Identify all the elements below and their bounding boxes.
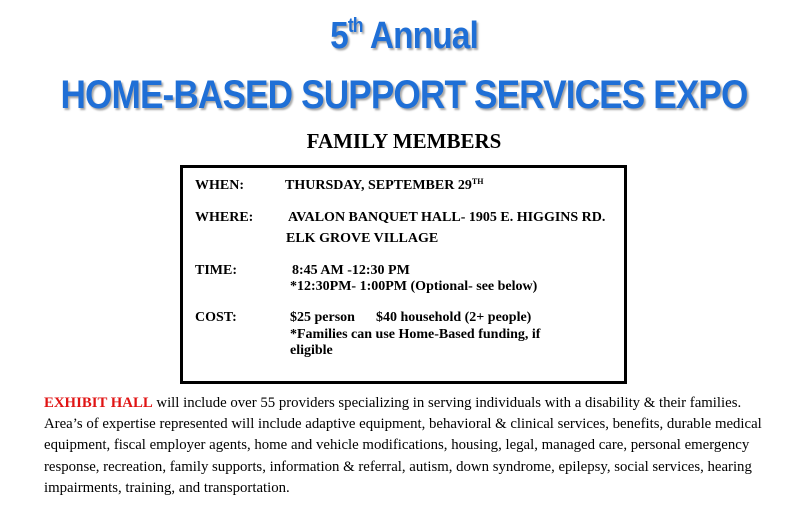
edition-number: 5 xyxy=(330,15,348,57)
where-line-1: AVALON BANQUET HALL- 1905 E. HIGGINS RD. xyxy=(288,210,606,225)
when-label: WHEN: xyxy=(195,178,244,193)
time-line-2: *12:30PM- 1:00PM (Optional- see below) xyxy=(290,279,538,294)
cost-line-2: *Families can use Home-Based funding, if xyxy=(290,327,541,342)
edition-suffix: th xyxy=(347,15,363,37)
exhibit-hall-paragraph xyxy=(44,393,774,499)
event-details-box xyxy=(180,165,627,384)
cost-line-1: $25 person $40 household (2+ people) xyxy=(290,310,532,325)
when-value xyxy=(285,177,483,194)
edition-word: Annual xyxy=(369,15,478,57)
audience-heading: FAMILY MEMBERS xyxy=(306,129,502,153)
where-label: WHERE: xyxy=(195,210,254,225)
exhibit-hall-highlight: EXHIBIT HALL xyxy=(44,395,153,411)
where-line-2: ELK GROVE VILLAGE xyxy=(286,231,439,246)
when-date-suffix: TH xyxy=(471,177,484,186)
edition-heading xyxy=(48,14,759,58)
time-label: TIME: xyxy=(195,263,237,278)
cost-label: COST: xyxy=(195,310,237,325)
expo-title: HOME-BASED SUPPORT SERVICES EXPO xyxy=(60,73,748,117)
exhibit-hall-text: will include over 55 providers specializing in serving individuals with a disability & their families. Area’s of expertise represented will include adaptive equipment, behavioral & clinical services, benefits, durable medical equipment, fiscal employer agents, home and vehicle modifications, housing, legal, managed care, personal emergency response, recreation, family supports, information & referral, autism, down syndrome, epilepsy, social services, hearing impairments, training, and transportation. xyxy=(44,395,762,496)
when-date: THURSDAY, SEPTEMBER 29 xyxy=(285,178,472,193)
cost-line-3: eligible xyxy=(290,343,333,358)
time-line-1: 8:45 AM -12:30 PM xyxy=(292,263,410,278)
